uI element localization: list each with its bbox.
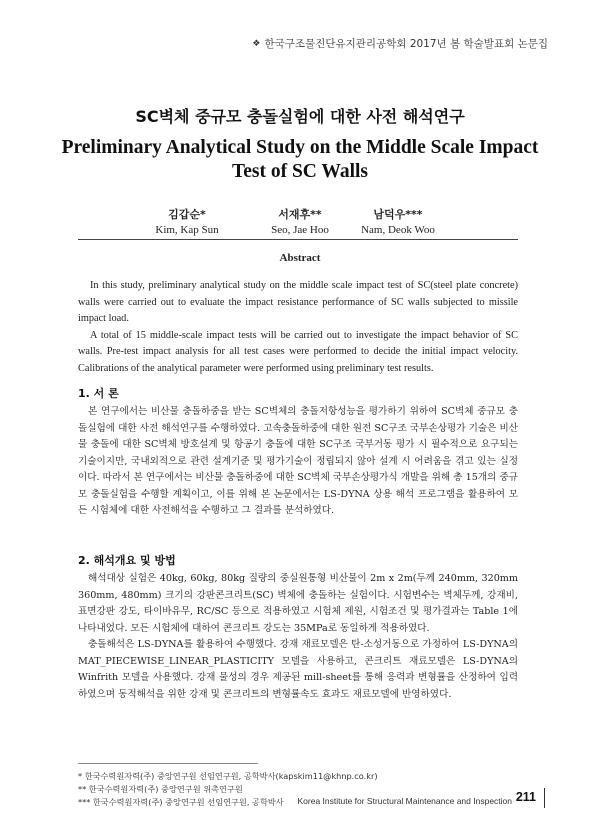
page-number: 211 [515,790,536,804]
footer-bar [544,788,545,808]
body-paragraph: 본 연구에서는 비산물 충돌하중을 받는 SC벽체의 충돌저항성능을 평가하기 위하여 SC벽체 중규모 충돌실험에 대한 사전 해석연구를 수행하였다. 고속충돌하중에 대한 원전 SC구조 국부손상평가 기술은 비산물 충돌에 대한 SC벽체 방호설계 및 항공기 충돌에 대한 SC구조 국부거동 평가 시 필수적으로 요구되는 기술이지만, 국내외적으로 관련 설계기준 및 평가기술이 정립되지 않아 설계 시 어려움을 겪고 있는 실정이다. 따라서 본 연구에서는 비산물 충돌하중에 대한 SC벽체 국부손상평가식 개발을 위해 총 15개의 중규모 충돌실험을 수행할 계획이고, 이를 위해 본 논문에서는 LS-DYNA 상용 해석 프로그램을 활용하여 모든 시험체에 대한 사전해석을 수행하고 그 결과를 분석하였다. [78,406,518,516]
abstract-body [78,278,518,378]
footnote-2: ** 한국수력원자력(주) 중앙연구원 위촉연구원 [78,784,243,795]
footer-institute: Korea Institute for Structural Maintenance and Inspection [297,796,512,806]
section-body-method [78,571,518,703]
section-body-introduction [78,404,518,520]
body-paragraph: 충돌해석은 LS-DYNA를 활용하여 수행했다. 강재 재료모델은 탄-소성거동으로 가정하여 LS-DYNA의 MAT_PIECEWISE_LINEAR_PLASTICITY 모델을 사용하고, 콘크리트 재료모델은 LS-DYNA의 Winfrith 모델을 사용했다. 강재 물성의 경우 제공된 mill-sheet를 통해 응력과 변형률을 산정하여 입력하였으며 동적해석을 위한 강재 및 콘크리트의 변형률속도 효과도 재료모델에 반영하였다. [78,639,518,700]
author-korean-name: 서재후** [278,208,322,221]
korean-title: SC벽체 중규모 충돌실험에 대한 사전 해석연구 [135,107,465,126]
footnote-divider [78,763,258,764]
author-english-name: Nam, Deok Woo [361,224,435,236]
author-korean-name: 김갑순* [168,208,206,221]
journal-header [252,36,548,51]
english-title: Preliminary Analytical Study on the Middle Scale Impact Test of SC Walls [61,137,539,182]
section-heading-introduction: 1. 서 론 [78,387,119,400]
diamond-bullet-icon: ❖ [252,38,261,49]
section-heading-method: 2. 해석개요 및 방법 [78,554,176,567]
footnote-3: *** 한국수력원자력(주) 중앙연구원 선임연구원, 공학박사 [78,797,284,808]
author-1 [132,206,242,236]
author-korean-name: 남덕우*** [373,208,423,221]
footnote-1: * 한국수력원자력(주) 중앙연구원 선임연구원, 공학박사(kapskim11@khnp.co.kr) [78,771,378,781]
author-3 [343,206,453,236]
body-paragraph: 해석대상 실험은 40kg, 60kg, 80kg 질량의 중실원통형 비산물이 2m x 2m(두께 240mm, 320mm 360mm, 480mm) 크기의 강판콘크리트(SC) 벽체에 충돌하는 실험이다. 시험변수는 벽체두께, 강재비, 표면강판 강도, 타이바유무, RC/SC 등으로 적용하였고 시험체 제원, 시험조건 및 평가결과는 Table 1에 나타내었다. 모든 시험체에 대하여 콘크리트 강도는 35MPa로 동일하게 적용하였다. [78,573,518,634]
divider-line [78,239,518,240]
abstract-paragraph: In this study, preliminary analytical study on the middle scale impact test of SC(steel plate concrete) walls were carried out to evaluate the impact resistance performance of SC walls subjected to missile impact load. [78,280,518,325]
author-2 [245,206,355,236]
abstract-heading: Abstract [279,252,321,264]
author-english-name: Kim, Kap Sun [155,224,219,236]
journal-name: 한국구조물진단유지관리공학회 2017년 봄 학술발표회 논문집 [264,38,548,50]
author-english-name: Seo, Jae Hoo [271,224,329,236]
abstract-paragraph: A total of 15 middle-scale impact tests will be carried out to investigate the impact behavior of SC walls. Pre-test impact analysis for all test cases were performed to decide the initial impact velocity. Calibrations of the analytical parameter were performed using preliminary test results. [78,329,518,374]
